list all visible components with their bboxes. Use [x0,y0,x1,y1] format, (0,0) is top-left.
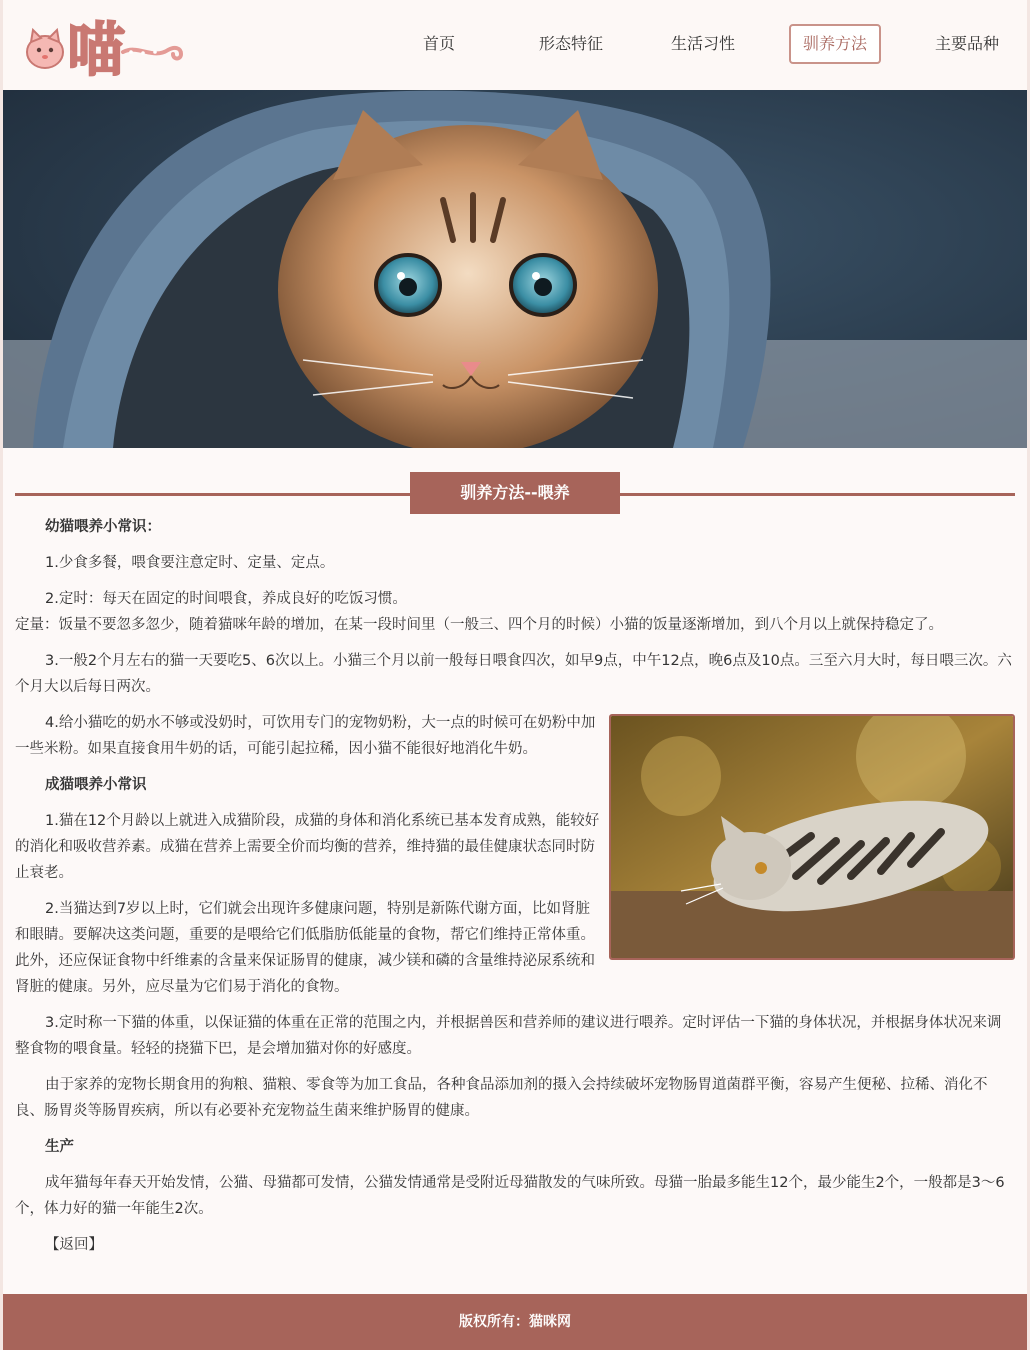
paragraph: 2.定时：每天在固定的时间喂食，养成良好的吃饭习惯。 [45,591,407,607]
nav-item-habits[interactable] [637,22,769,66]
nav-item-features[interactable] [505,22,637,66]
paragraph: 1.猫在12个月龄以上就进入成猫阶段，成猫的身体和消化系统已基本发育成熟，能较好的消化和吸收营养素。成猫在营养上需要全价而均衡的营养，维持猫的最佳健康状态同时防止衰老。 [15,813,600,881]
main-nav [373,22,1030,66]
copyright-text: 版权所有：猫咪网 [459,1314,571,1330]
paragraph: 3.定时称一下猫的体重，以保证猫的体重在正常的范围之内，并根据兽医和营养师的建议进行喂养。定时评估一下猫的身体状况，并根据身体状况来调整食物的喂食量。轻轻的挠猫下巴，是会增加猫对你的好感度。 [15,1015,1002,1057]
nav-label: 驯养方法 [789,24,881,64]
nav-item-training[interactable] [769,22,901,66]
nav-label: 形态特征 [538,34,603,53]
article-body [3,514,1027,1258]
birth-heading: 生产 [45,1139,74,1155]
paragraph: 2.当猫达到7岁以上时，它们就会出现许多健康问题，特别是新陈代谢方面，比如肾脏和眼睛。要解决这类问题，重要的是喂给它们低脂肪低能量的食物，帮它们维持正常体重。此外，还应保证食物中纤维素的含量来保证肠胃的健康，减少镁和磷的含量维持泌尿系统和肾脏的健康。另外，应尽量为它们易于消化的食物。 [15,901,595,995]
hero-banner-image [3,90,1027,448]
paragraph: 3.一般2个月左右的猫一天要吃5、6次以上。小猫三个月以前一般每日喂食四次，如早9点，中午12点，晚6点及10点。三至六月大时，每日喂三次。六个月大以后每日两次。 [15,653,1012,695]
paragraph: 成年猫每年春天开始发情，公猫、母猫都可发情，公猫发情通常是受附近母猫散发的气味所致。母猫一胎最多能生12个，最少能生2个，一般都是3～6个，体力好的猫一年能生2次。 [15,1175,1005,1217]
paragraph: 1.少食多餐，喂食要注意定时、定量、定点。 [45,555,335,571]
paragraph: 4.给小猫吃的奶水不够或没奶时，可饮用专门的宠物奶粉，大一点的时候可在奶粉中加一些米粉。如果直接食用牛奶的话，可能引起拉稀，因小猫不能很好地消化牛奶。 [15,715,596,757]
site-logo[interactable] [23,8,193,82]
back-link[interactable]: 【返回】 [45,1237,103,1253]
header [3,0,1027,90]
section-header [15,448,1015,514]
nav-item-home[interactable] [373,22,505,66]
paragraph: 由于家养的宠物长期食用的狗粮、猫粮、零食等为加工食品，各种食品添加剂的摄入会持续破坏宠物肠胃道菌群平衡，容易产生便秘、拉稀、消化不良、肠胃炎等肠胃疾病，所以有必要补充宠物益生菌来维护肠胃的健康。 [15,1077,988,1119]
kitten-feeding-heading: 幼猫喂养小常识： [45,519,161,535]
nav-label: 主要品种 [934,34,999,53]
nav-item-breeds[interactable] [901,22,1030,66]
logo-glyph: 喵 [67,16,126,82]
adult-feeding-heading: 成猫喂养小常识 [45,777,147,793]
cat-lying-image [609,714,1015,960]
section-title: 驯养方法--喂养 [410,472,620,514]
nav-label: 生活习性 [670,34,735,53]
footer [3,1294,1027,1350]
nav-label: 首页 [422,34,455,53]
paragraph: 定量：饭量不要忽多忽少，随着猫咪年龄的增加，在某一段时间里（一般三、四个月的时候）小猫的饭量逐渐增加，到八个月以上就保持稳定了。 [15,617,943,633]
